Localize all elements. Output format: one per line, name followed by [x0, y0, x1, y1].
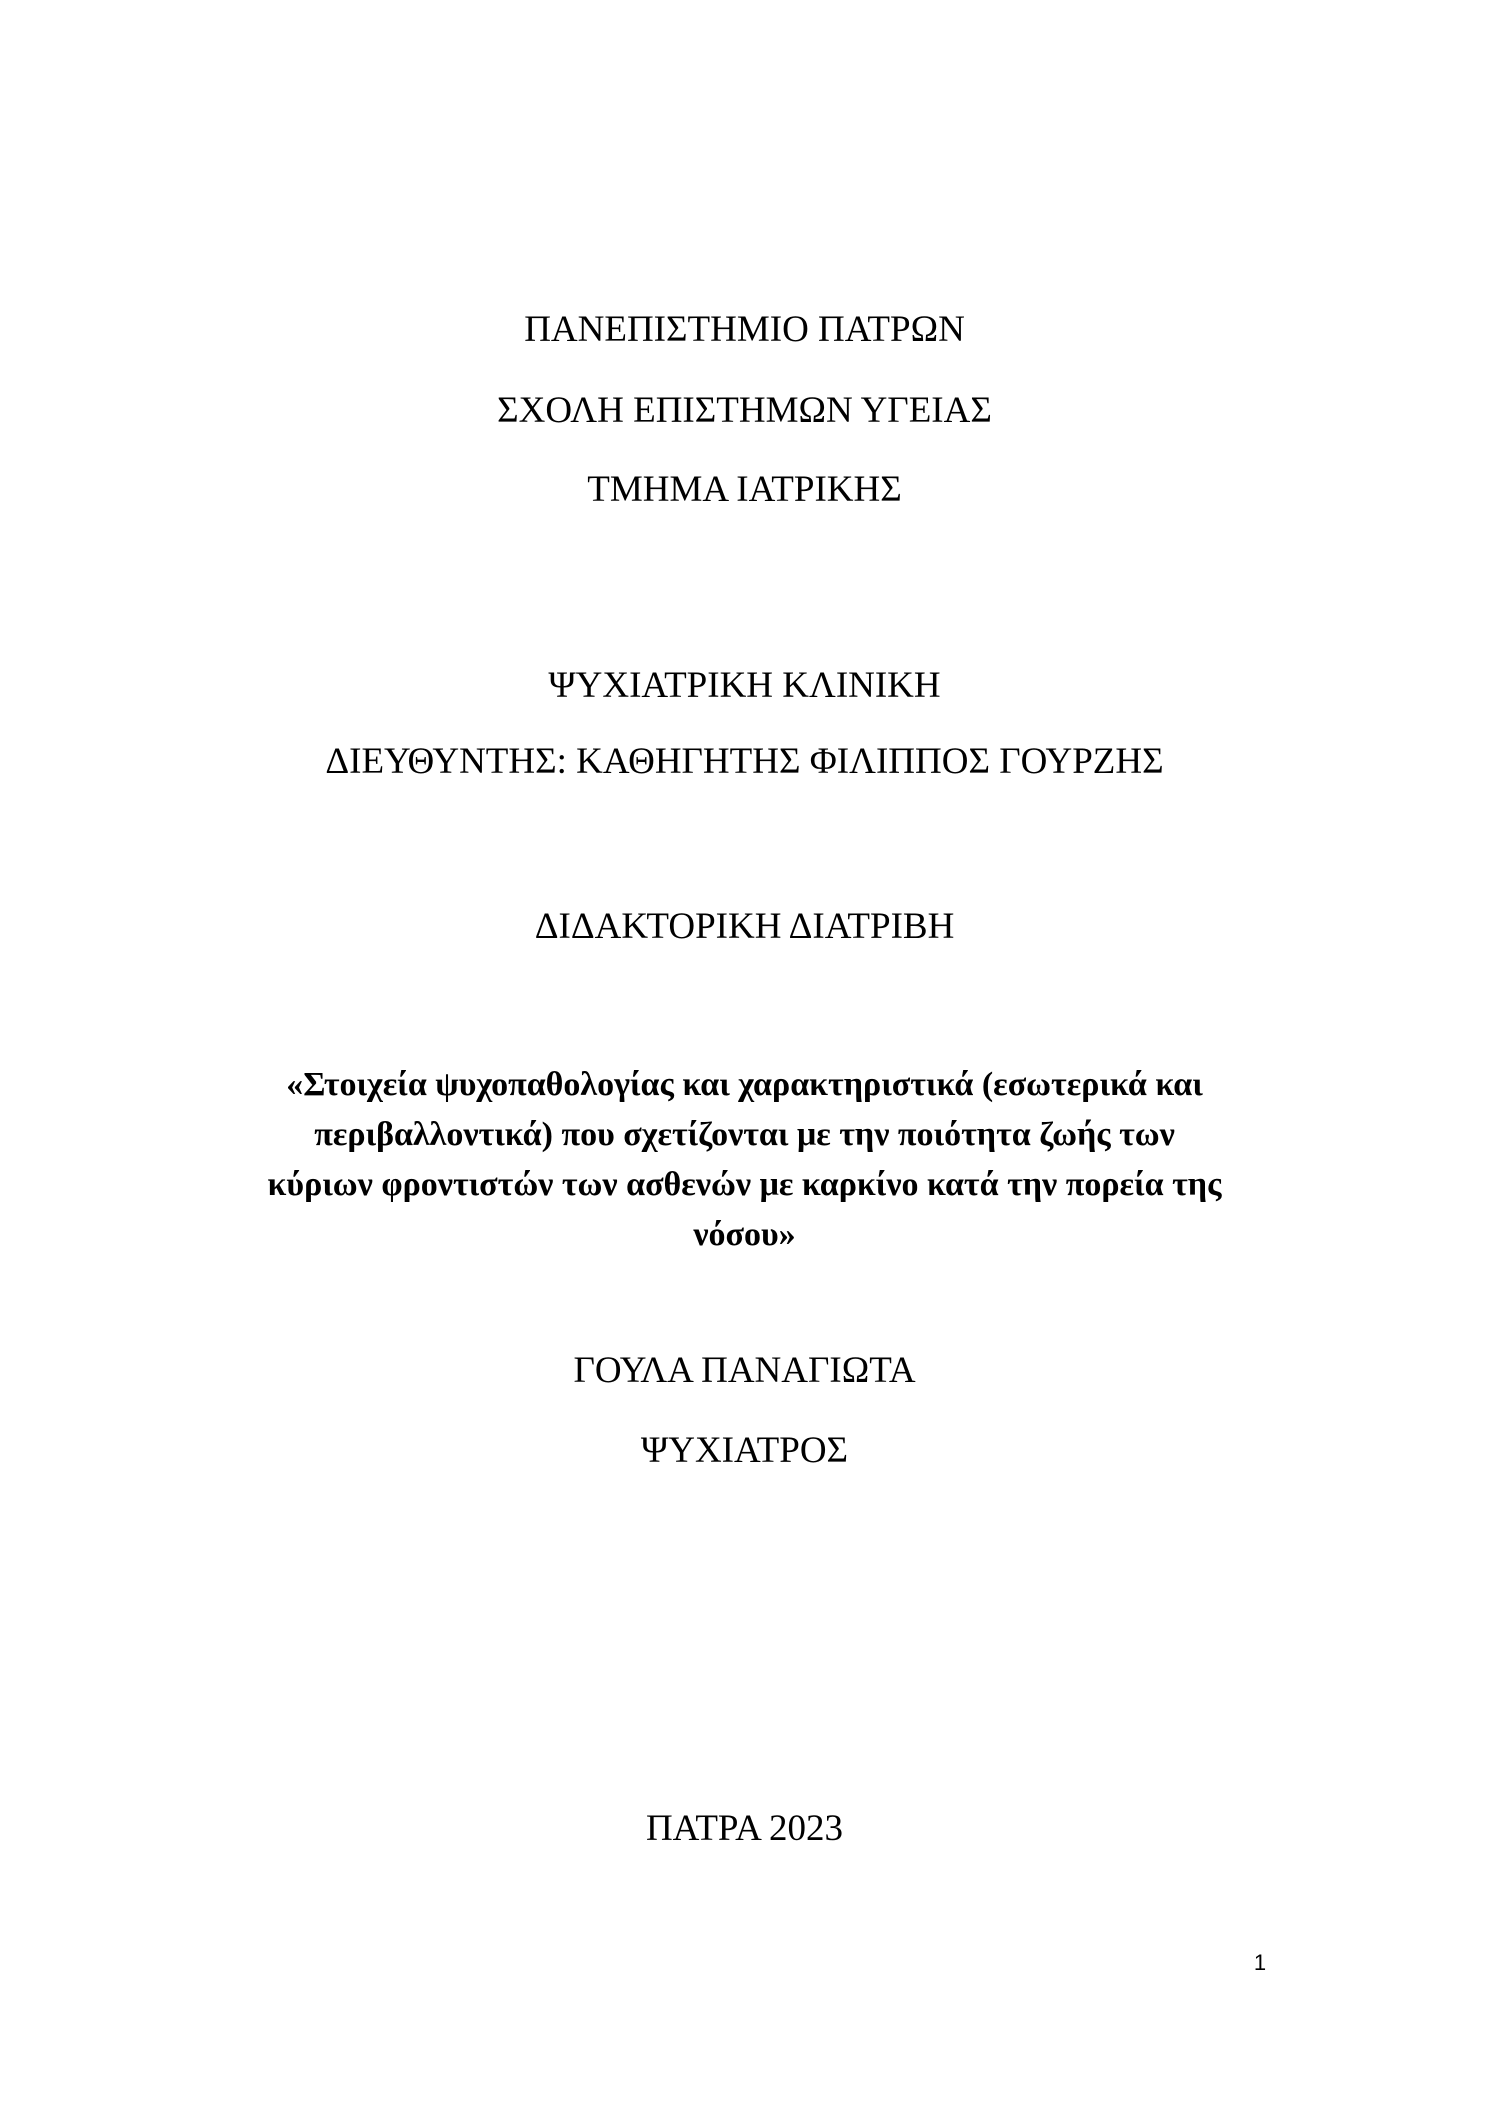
page-number: 1	[1253, 1950, 1267, 1975]
clinic-name: ΨΥΧΙΑΤΡΙΚΗ ΚΛΙΝΙΚΗ	[548, 665, 941, 706]
place-year: ΠΑΤΡΑ 2023	[645, 1808, 844, 1849]
thesis-title-line: κύριων φροντιστών των ασθενών με καρκίνο κατά την πορεία της	[267, 1166, 1222, 1203]
thesis-title-line: περιβαλλοντικά) που σχετίζονται με την ποιότητα ζωής των	[314, 1116, 1175, 1153]
document-type: ΔΙΔΑΚΤΟΡΙΚΗ ΔΙΑΤΡΙΒΗ	[534, 906, 955, 947]
university-name: ΠΑΝΕΠΙΣΤΗΜΙΟ ΠΑΤΡΩΝ	[524, 309, 965, 350]
thesis-title-line: «Στοιχεία ψυχοπαθολογίας και χαρακτηριστικά (εσωτερικά και	[286, 1066, 1203, 1103]
department-name: ΤΜΗΜΑ ΙΑΤΡΙΚΗΣ	[587, 469, 902, 510]
thesis-title-line: νόσου»	[693, 1216, 796, 1253]
school-name: ΣΧΟΛΗ ΕΠΙΣΤΗΜΩΝ ΥΓΕΙΑΣ	[497, 390, 992, 431]
author-profession: ΨΥΧΙΑΤΡΟΣ	[640, 1430, 849, 1471]
clinic-director: ΔΙΕΥΘΥΝΤΗΣ: ΚΑΘΗΓΗΤΗΣ ΦΙΛΙΠΠΟΣ ΓΟΥΡΖΗΣ	[325, 741, 1164, 782]
author-name: ΓΟΥΛΑ ΠΑΝΑΓΙΩΤΑ	[573, 1350, 916, 1391]
thesis-title	[200, 1060, 1289, 1260]
